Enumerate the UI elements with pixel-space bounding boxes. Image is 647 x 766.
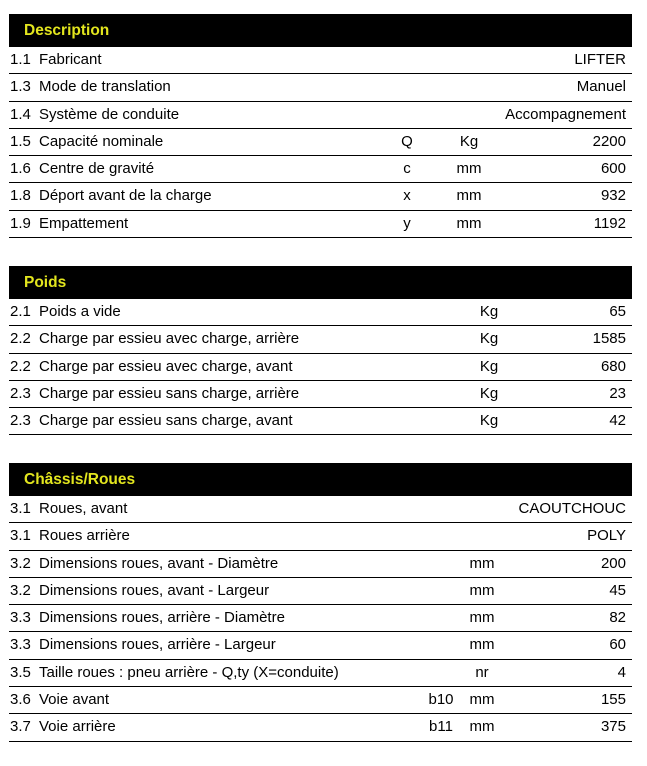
row-unit: Kg: [459, 132, 479, 150]
spec-row: [9, 326, 632, 353]
row-label: Charge par essieu avec charge, arrière: [39, 330, 300, 348]
row-symbol: Q: [401, 132, 413, 150]
row-value: 42: [609, 412, 626, 430]
row-number: 1.3: [10, 78, 31, 96]
row-number: 1.8: [10, 187, 31, 205]
section-description: [9, 14, 632, 238]
row-number: 2.3: [10, 412, 31, 430]
spec-row: [9, 496, 632, 523]
spec-row: [9, 714, 632, 741]
section-poids: [9, 266, 632, 435]
row-symbol: x: [403, 187, 411, 205]
row-value: 932: [600, 187, 626, 205]
row-label: Dimensions roues, arrière - Diamètre: [39, 609, 285, 627]
row-value: CAOUTCHOUC: [518, 500, 626, 517]
section-title: Poids: [24, 274, 67, 291]
row-number: 3.7: [10, 718, 31, 736]
row-number: 3.5: [10, 663, 31, 681]
spec-row: [9, 156, 632, 183]
spec-row: [9, 211, 632, 238]
row-label: Déport avant de la charge: [39, 187, 212, 205]
row-value: 23: [609, 384, 626, 402]
spec-row: [9, 354, 632, 381]
row-unit: nr: [475, 663, 489, 681]
row-label: Centre de gravité: [39, 160, 155, 178]
row-unit: mm: [469, 554, 495, 572]
row-unit: Kg: [479, 412, 499, 430]
row-number: 2.2: [10, 357, 31, 375]
row-label: Dimensions roues, avant - Largeur: [39, 581, 270, 599]
spec-rows: [9, 496, 632, 742]
row-label: Voie arrière: [39, 718, 116, 736]
row-value: 200: [600, 554, 626, 572]
row-label: Mode de translation: [39, 78, 171, 96]
spec-rows: [9, 47, 632, 238]
row-label: Taille roues : pneu arrière - Q,ty (X=conduite): [39, 663, 339, 681]
row-label: Roues arrière: [39, 527, 130, 545]
row-unit: mm: [456, 214, 482, 232]
spec-row: [9, 632, 632, 659]
row-number: 2.2: [10, 330, 31, 348]
row-label: Charge par essieu avec charge, avant: [39, 357, 293, 375]
row-value: 4: [617, 663, 626, 681]
row-value: LIFTER: [574, 51, 626, 68]
row-unit: Kg: [479, 357, 499, 375]
row-value: 600: [600, 160, 626, 178]
row-label: Empattement: [39, 214, 129, 232]
row-value: 155: [600, 691, 626, 709]
section-header: [9, 463, 632, 496]
row-number: 1.4: [10, 105, 31, 123]
spec-row: [9, 183, 632, 210]
spec-row: [9, 74, 632, 101]
row-unit: mm: [469, 636, 495, 654]
row-number: 3.6: [10, 691, 31, 709]
row-number: 3.2: [10, 581, 31, 599]
row-value: 82: [609, 609, 626, 627]
row-number: 3.3: [10, 636, 31, 654]
row-value: 680: [600, 357, 626, 375]
row-unit: mm: [469, 691, 495, 709]
spec-row: [9, 381, 632, 408]
row-symbol: c: [403, 160, 411, 178]
row-value: 65: [609, 303, 626, 320]
row-number: 1.5: [10, 132, 31, 150]
row-number: 2.3: [10, 384, 31, 402]
spec-row: [9, 660, 632, 687]
row-value: 2200: [592, 132, 626, 150]
row-unit: Kg: [479, 303, 499, 320]
row-label: Charge par essieu sans charge, avant: [39, 412, 293, 430]
row-label: Dimensions roues, avant - Diamètre: [39, 554, 279, 572]
row-unit: mm: [469, 581, 495, 599]
row-label: Roues, avant: [39, 500, 128, 517]
row-value: 1192: [593, 214, 626, 232]
row-unit: mm: [469, 609, 495, 627]
row-label: Charge par essieu sans charge, arrière: [39, 384, 300, 402]
section-title: Description: [24, 22, 110, 39]
row-unit: mm: [469, 718, 495, 736]
spec-row: [9, 408, 632, 435]
row-value: 60: [609, 636, 626, 654]
row-value: 45: [609, 581, 626, 599]
section-title: Châssis/Roues: [24, 471, 136, 488]
row-unit: Kg: [479, 384, 499, 402]
row-number: 3.2: [10, 554, 31, 572]
spec-row: [9, 605, 632, 632]
row-number: 2.1: [10, 303, 31, 320]
row-label: Dimensions roues, arrière - Largeur: [39, 636, 276, 654]
row-number: 1.9: [10, 214, 31, 232]
section-header: [9, 14, 632, 47]
row-number: 1.1: [10, 51, 31, 68]
row-value: 1585: [592, 330, 626, 348]
row-symbol: b10: [428, 691, 454, 709]
row-value: 375: [600, 718, 626, 736]
spec-row: [9, 299, 632, 326]
row-number: 3.1: [10, 500, 31, 517]
spec-row: [9, 578, 632, 605]
spec-row: [9, 129, 632, 156]
row-number: 1.6: [10, 160, 31, 178]
row-label: Capacité nominale: [39, 132, 164, 150]
spec-rows: [9, 299, 632, 435]
row-label: Système de conduite: [39, 105, 180, 123]
row-label: Poids a vide: [39, 303, 121, 320]
section-chassis-roues: [9, 463, 632, 742]
row-value: Manuel: [576, 78, 626, 96]
section-header: [9, 266, 632, 299]
row-unit: mm: [456, 160, 482, 178]
row-value: POLY: [587, 527, 626, 545]
row-symbol: y: [403, 214, 411, 232]
row-number: 3.1: [10, 527, 31, 545]
spec-row: [9, 102, 632, 129]
spec-row: [9, 47, 632, 74]
row-unit: Kg: [479, 330, 499, 348]
spec-row: [9, 523, 632, 550]
spec-row: [9, 687, 632, 714]
row-value: Accompagnement: [505, 105, 626, 123]
row-label: Fabricant: [39, 51, 102, 68]
row-unit: mm: [456, 187, 482, 205]
spec-row: [9, 551, 632, 578]
row-symbol: b11: [429, 718, 453, 736]
row-label: Voie avant: [39, 691, 110, 709]
row-number: 3.3: [10, 609, 31, 627]
